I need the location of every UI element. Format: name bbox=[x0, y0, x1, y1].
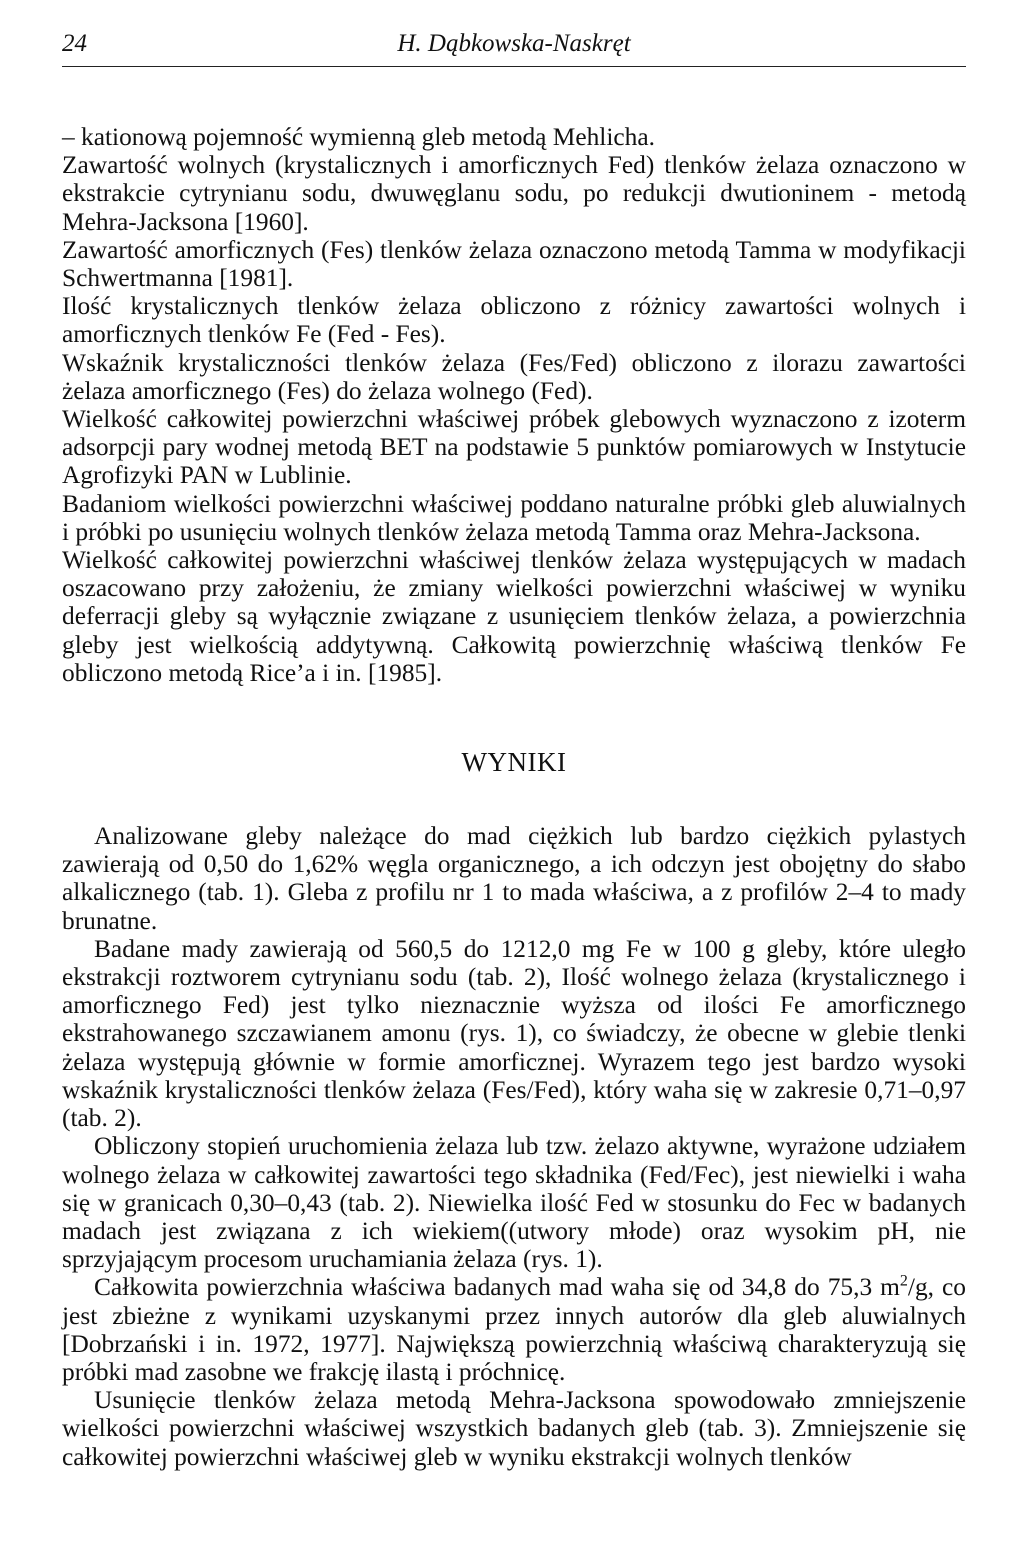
results-paragraph: Usunięcie tlenków żelaza metodą Mehra-Jacksona spowodowało zmniejszenie wielkości powierzchni właściwej wszystkich badanych gleb (tab. 3). Zmniejszenie się całkowitej powierzchni właściwej gleb w wyniku ekstrakcji wolnych tlenków bbox=[62, 1386, 966, 1471]
results-paragraph-surface bbox=[62, 1273, 966, 1386]
results-paragraph: Obliczony stopień uruchomienia żelaza lub tzw. żelazo aktywne, wyrażone udziałem wolnego żelaza w całkowitej zawartości tego składnika (Fed/Fec), jest niewielki i waha się w granicach 0,30–0,43 (tab. 2). Niewielka ilość Fed w stosunku do Fec w badanych madach jest związana z ich wiekiem((utwory młode) oraz wysokim pH, nie sprzyjającym procesom uruchamiania żelaza (rys. 1). bbox=[62, 1132, 966, 1274]
methods-paragraph: – kationową pojemność wymienną gleb metodą Mehlicha. bbox=[62, 123, 655, 151]
methods-paragraph: Ilość krystalicznych tlenków żelaza obliczono z różnicy zawartości wolnych i amorficznych tlenków Fe (Fed - Fes). bbox=[62, 292, 966, 349]
running-author: H. Dąbkowska-Naskręt bbox=[397, 30, 631, 57]
results-section bbox=[62, 822, 966, 1471]
results-paragraph: Analizowane gleby należące do mad ciężkich lub bardzo ciężkich pylastych zawierają od 0,50 do 1,62% węgla organicznego, a ich odczyn jest obojętny do słabo alkalicznego (tab. 1). Gleba z profilu nr 1 to mada właściwa, a z profilów 2–4 to mady brunatne. bbox=[62, 822, 966, 935]
page bbox=[62, 30, 966, 1471]
methods-paragraph: Badaniom wielkości powierzchni właściwej poddano naturalne próbki gleb aluwialnych i próbki po usunięciu wolnych tlenków żelaza metodą Tamma oraz Mehra-Jacksona. bbox=[62, 489, 966, 546]
surface-text-start: Całkowita powierzchnia właściwa badanych mad waha się od 34,8 do 75,3 m bbox=[94, 1273, 900, 1302]
methods-paragraph: Wielkość całkowitej powierzchni właściwej próbek glebowych wyznaczono z izoterm adsorpcji pary wodnej metodą BET na podstawie 5 punktów pomiarowych w Instytucie Agrofizyki PAN w Lublinie. bbox=[62, 405, 966, 490]
methods-paragraph: Zawartość wolnych (krystalicznych i amorficznych Fed) tlenków żelaza oznaczono w ekstrakcie cytrynianu sodu, dwuwęglanu sodu, po redukcji dwutioninem - metodą Mehra-Jacksona [1960]. bbox=[62, 151, 966, 236]
methods-paragraph: Wskaźnik krystaliczności tlenków żelaza (Fes/Fed) obliczono z ilorazu zawartości żelaza amorficznego (Fes) do żelaza wolnego (Fed). bbox=[62, 348, 966, 405]
article-body bbox=[62, 123, 966, 1471]
unit-exponent: 2 bbox=[899, 1272, 908, 1290]
results-paragraph: Badane mady zawierają od 560,5 do 1212,0 mg Fe w 100 g gleby, które uległo ekstrakcji roztworem cytrynianu sodu (tab. 2), Ilość wolnego żelaza (krystalicznego i amorficznego Fed) jest tylko nieznacznie wyższa od ilości Fe amorficznego ekstrahowanego szczawianem amonu (rys. 1), co świadczy, że obecne w glebie tlenki żelaza występują głównie w formie amorficznej. Wyrazem tego jest bardzo wysoki wskaźnik krystaliczności tlenków żelaza (Fes/Fed), który waha się w zakresie 0,71–0,97 (tab. 2). bbox=[62, 934, 966, 1133]
section-heading-results: WYNIKI bbox=[461, 747, 567, 778]
running-header bbox=[62, 30, 966, 67]
surface-text-end: /g, co jest zbieżne z wynikami uzyskanymi przez innych autorów dla gleb aluwialnych [Dobrzański i in. 1972, 1977]. Największą powierzchnią właściwą charakteryzują się próbki mad zasobne we frakcję ilastą i próchnicę. bbox=[62, 1273, 966, 1386]
methods-paragraph: Wielkość całkowitej powierzchni właściwej tlenków żelaza występujących w madach oszacowano przy założeniu, że zmiany wielkości powierzchni właściwej w wyniku deferracji gleby są wyłącznie związane z usunięciem tlenków żelaza, a powierzchnia gleby jest wielkością addytywną. Całkowitą powierzchnię właściwą tlenków Fe obliczono metodą Rice’a i in. [1985]. bbox=[62, 546, 966, 687]
methods-paragraph: Zawartość amorficznych (Fes) tlenków żelaza oznaczono metodą Tamma w modyfikacji Schwertmanna [1981]. bbox=[62, 235, 966, 293]
page-number: 24 bbox=[62, 30, 87, 57]
